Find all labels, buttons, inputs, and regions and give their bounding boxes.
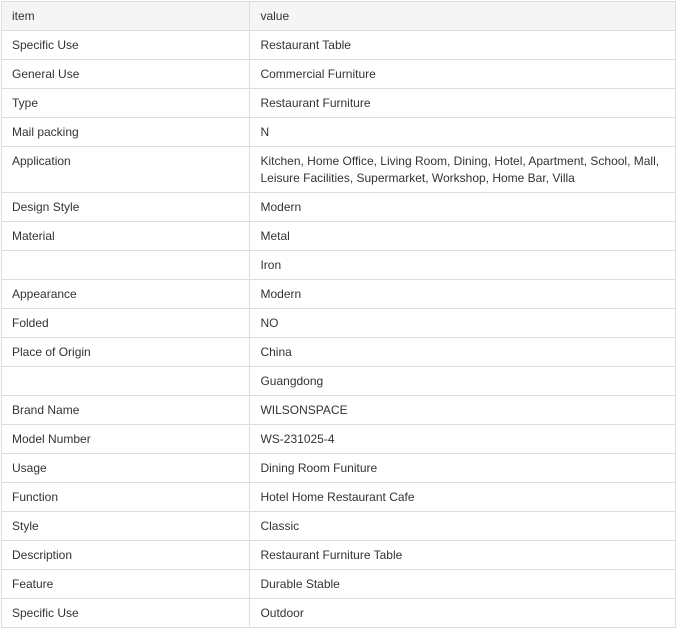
table-row — [2, 251, 676, 280]
table-row — [2, 454, 676, 483]
table-row — [2, 541, 676, 570]
table-row — [2, 280, 676, 309]
table-row — [2, 60, 676, 89]
table-row — [2, 425, 676, 454]
row-value-cell: NO — [250, 309, 676, 338]
row-value-cell: Commercial Furniture — [250, 60, 676, 89]
row-value-cell: Hotel Home Restaurant Cafe — [250, 483, 676, 512]
table-row — [2, 570, 676, 599]
table-row — [2, 483, 676, 512]
row-item-cell: Specific Use — [2, 599, 250, 628]
table-row — [2, 147, 676, 193]
row-item-cell: Style — [2, 512, 250, 541]
table-row — [2, 338, 676, 367]
row-item-cell — [2, 367, 250, 396]
row-value-cell: Durable Stable — [250, 570, 676, 599]
row-item-cell: Usage — [2, 454, 250, 483]
row-value-cell: Modern — [250, 193, 676, 222]
row-value-cell: WS-231025-4 — [250, 425, 676, 454]
table-row — [2, 309, 676, 338]
row-value-cell: Iron — [250, 251, 676, 280]
row-item-cell: Design Style — [2, 193, 250, 222]
row-item-cell: Mail packing — [2, 118, 250, 147]
header-row — [2, 2, 676, 31]
row-value-cell: WILSONSPACE — [250, 396, 676, 425]
row-item-cell: Brand Name — [2, 396, 250, 425]
row-value-cell: N — [250, 118, 676, 147]
row-item-cell: Feature — [2, 570, 250, 599]
row-value-cell: Classic — [250, 512, 676, 541]
row-item-cell: Model Number — [2, 425, 250, 454]
table-row — [2, 222, 676, 251]
spec-table — [1, 1, 676, 628]
row-value-cell: China — [250, 338, 676, 367]
table-row — [2, 193, 676, 222]
row-value-cell: Modern — [250, 280, 676, 309]
row-item-cell: Function — [2, 483, 250, 512]
row-value-cell: Dining Room Funiture — [250, 454, 676, 483]
row-value-cell: Restaurant Furniture Table — [250, 541, 676, 570]
table-row — [2, 599, 676, 628]
row-item-cell: Place of Origin — [2, 338, 250, 367]
spec-table-header — [2, 2, 676, 31]
row-value-cell: Kitchen, Home Office, Living Room, Dining, Hotel, Apartment, School, Mall, Leisure Facilities, Supermarket, Workshop, Home Bar, Villa — [250, 147, 676, 193]
row-value-cell: Outdoor — [250, 599, 676, 628]
row-item-cell: Application — [2, 147, 250, 193]
row-item-cell: Type — [2, 89, 250, 118]
table-row — [2, 512, 676, 541]
table-row — [2, 89, 676, 118]
row-value-cell: Restaurant Furniture — [250, 89, 676, 118]
row-item-cell: Material — [2, 222, 250, 251]
table-row — [2, 396, 676, 425]
row-item-cell — [2, 251, 250, 280]
row-item-cell: Specific Use — [2, 31, 250, 60]
spec-table-body — [2, 31, 676, 628]
row-item-cell: Description — [2, 541, 250, 570]
row-value-cell: Metal — [250, 222, 676, 251]
table-row — [2, 118, 676, 147]
table-row — [2, 31, 676, 60]
header-value: value — [250, 2, 676, 31]
row-item-cell: General Use — [2, 60, 250, 89]
header-item: item — [2, 2, 250, 31]
row-value-cell: Guangdong — [250, 367, 676, 396]
table-row — [2, 367, 676, 396]
row-item-cell: Folded — [2, 309, 250, 338]
row-value-cell: Restaurant Table — [250, 31, 676, 60]
row-item-cell: Appearance — [2, 280, 250, 309]
